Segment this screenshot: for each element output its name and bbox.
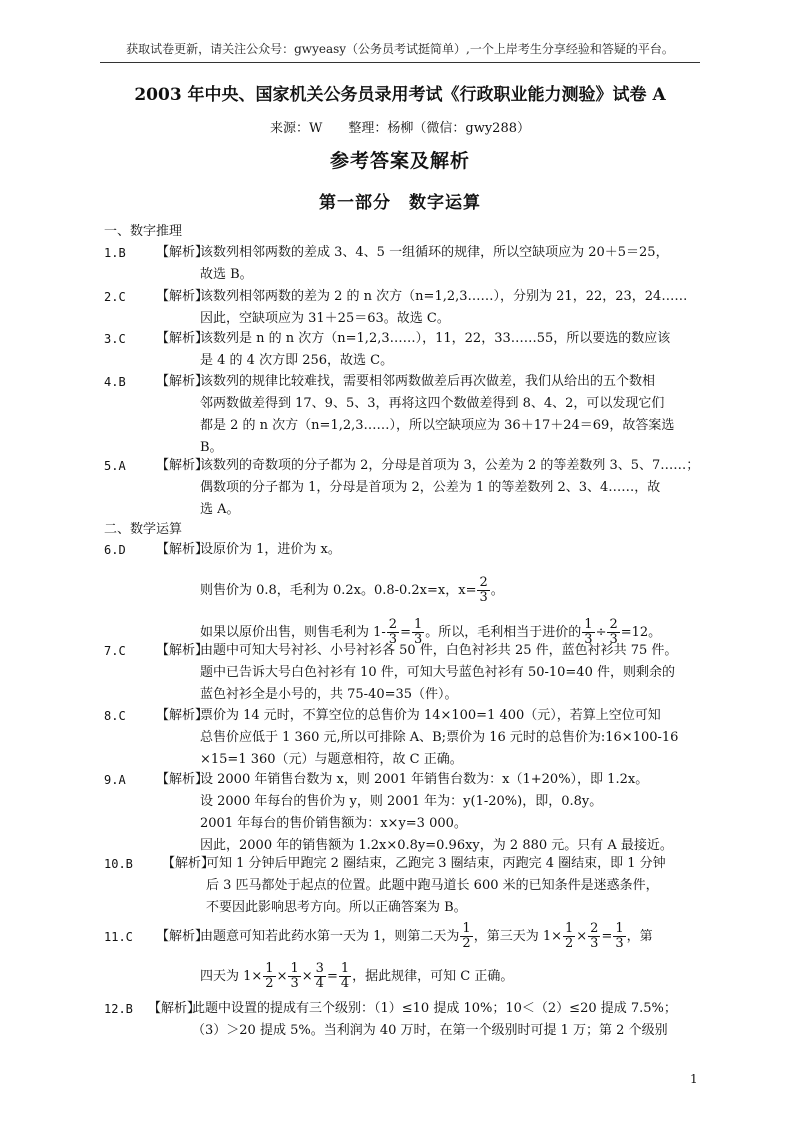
fraction — [460, 922, 472, 951]
question-line: 该数列相邻两数的差为 2 的 n 次方（n=1,2,3……），分别为 21，22，23，24…… — [200, 289, 688, 304]
text-run: 四天为 1× — [200, 969, 263, 984]
analysis-tag: 【解析】 — [156, 542, 209, 557]
analysis-tag: 【解析】 — [156, 331, 209, 346]
question-number: 10.B — [104, 857, 133, 871]
analysis-tag: 【解析】 — [148, 1001, 201, 1016]
fraction — [477, 576, 489, 605]
text-run: 。 — [490, 583, 504, 598]
fraction-denominator: 3 — [609, 632, 618, 647]
fraction-numerator: 1 — [413, 617, 423, 632]
question-line: 邻两数做差得到 17、9、5、3，再将这四个数做差得到 8、4、2，可以发现它们 — [200, 396, 665, 411]
question-number: 12.B — [104, 1002, 133, 1016]
text-run: = — [400, 625, 411, 640]
question-item — [104, 920, 698, 994]
question-line: 设原价为 1，进价为 x。 — [200, 542, 341, 557]
fraction-numerator: 2 — [609, 617, 618, 632]
fraction — [339, 962, 351, 991]
question-line: 该数列相邻两数的差成 3、4、5 一组循环的规律，所以空缺项应为 20＋5＝25， — [200, 245, 669, 260]
question-line: 票价为 14 元时，不算空位的总售价为 14×100=1 400（元），若算上空位可知 — [200, 708, 661, 723]
question-number: 9.A — [104, 773, 126, 787]
question-item — [104, 769, 698, 857]
fraction-numerator: 1 — [340, 961, 350, 976]
text-run: × — [301, 969, 313, 984]
question-number: 3.C — [104, 332, 126, 346]
fraction — [314, 962, 326, 991]
question-line — [200, 575, 698, 607]
analysis-tag: 【解析】 — [156, 289, 209, 304]
analysis-tag: 【解析】 — [156, 929, 209, 944]
question-number: 11.C — [104, 930, 133, 944]
text-run: × — [576, 929, 588, 944]
question-line — [200, 960, 698, 994]
source-line: 来源：W 整理：杨柳（微信：gwy288） — [270, 121, 530, 136]
fraction-denominator: 3 — [479, 590, 488, 605]
text-run: 。所以，毛利相当于进价的 — [425, 625, 582, 640]
analysis-tag: 【解析】 — [156, 245, 209, 260]
question-line: 可知 1 分钟后甲跑完 2 圈结束，乙跑完 3 圈结束，丙跑完 4 圈结束，即 1 分钟 — [206, 856, 666, 871]
text-run: ，第 — [626, 929, 653, 944]
section-heading-math-operations: 二、数学运算 — [104, 522, 183, 537]
fraction — [288, 962, 300, 991]
question-line: ×15=1 360（元）与题意相符，故 C 正确。 — [200, 752, 463, 767]
text-run: = — [601, 929, 613, 944]
question-line: 题中已告诉大号白色衬衫有 10 件，可知大号蓝色衬衫有 50-10=40 件，则剩余的 — [200, 665, 675, 680]
fraction-denominator: 4 — [315, 976, 324, 991]
question-line: （3）＞20 提成 5%。当利润为 40 万时，在第一个级别时可提 1 万；第 2 个级别 — [192, 1023, 668, 1038]
fraction-numerator: 2 — [388, 617, 398, 632]
fraction-numerator: 1 — [462, 921, 471, 936]
text-run: ÷ — [595, 625, 607, 640]
question-line: 该数列的奇数项的分子都为 2，分母是首项为 3，公差为 2 的等差数列 3、5、7……； — [200, 458, 700, 473]
question-item — [104, 455, 698, 521]
question-line: 选 A。 — [200, 502, 240, 517]
text-run: ，第三天为 1× — [473, 929, 562, 944]
question-item — [104, 371, 698, 459]
header-note: 获取试卷更新，请关注公众号：gwyeasy（公务员考试挺简单）,一个上岸考生分享经验和答疑的平台。 — [126, 42, 674, 56]
fraction-numerator: 3 — [315, 961, 324, 976]
analysis-tag: 【解析】 — [156, 708, 209, 723]
text-run: = — [326, 969, 338, 984]
fraction-denominator: 3 — [388, 632, 398, 647]
fraction-numerator: 1 — [290, 961, 299, 976]
text-run: 则售价为 0.8，毛利为 0.2x。0.8-0.2x=x，x= — [200, 583, 477, 598]
fraction — [263, 962, 275, 991]
fraction-denominator: 2 — [462, 936, 471, 951]
question-line: 设 2000 年每台的售价为 y，则 2001 年为：y(1-20%)，即，0.8y。 — [200, 794, 603, 809]
text-run: × — [276, 969, 288, 984]
question-item — [104, 242, 698, 286]
question-line: 偶数项的分子都为 1，分母是首项为 2，公差为 1 的等差数列 2、3、4……，故 — [200, 480, 661, 495]
document-title: 2003 年中央、国家机关公务员录用考试《行政职业能力测验》试卷 A — [134, 85, 666, 105]
fraction — [613, 922, 625, 951]
question-item — [104, 998, 698, 1042]
analysis-tag: 【解析】 — [156, 374, 209, 389]
fraction — [563, 922, 575, 951]
question-number: 8.C — [104, 709, 126, 723]
fraction-denominator: 2 — [265, 976, 274, 991]
question-line: 该数列是 n 的 n 次方（n=1,2,3……），11，22，33……55，所以要选的数应该 — [200, 331, 671, 346]
question-line: 故选 B。 — [200, 267, 253, 282]
fraction-denominator: 3 — [615, 936, 624, 951]
question-line: 都是 2 的 n 次方（n=1,2,3……），所以空缺项应为 36＋17＋24＝69，故答案选 — [200, 418, 675, 433]
part-title: 第一部分 数字运算 — [319, 193, 481, 213]
question-line: 不要因此影响思考方向。所以正确答案为 B。 — [206, 900, 467, 915]
text-run: 由题意可知若此药水第一天为 1，则第二天为 — [200, 929, 460, 944]
question-number: 5.A — [104, 459, 126, 473]
analysis-tag: 【解析】 — [162, 856, 215, 871]
fraction-denominator: 3 — [413, 632, 423, 647]
fraction-denominator: 3 — [584, 632, 593, 647]
question-number: 1.B — [104, 246, 126, 260]
question-line: 因此，2000 年的销售额为 1.2x×0.8y=0.96xy，为 2 880 元。只有 A 最接近。 — [200, 838, 673, 853]
section-heading-number-reasoning: 一、数字推理 — [104, 224, 183, 239]
question-line: 此题中设置的提成有三个级别：（1）≤10 提成 10%；10＜（2）≤20 提成 7.5%； — [192, 1001, 677, 1016]
answer-title: 参考答案及解析 — [329, 150, 470, 172]
question-line — [200, 920, 698, 954]
fraction-numerator: 2 — [590, 921, 599, 936]
question-item — [104, 705, 698, 771]
fraction-denominator: 4 — [340, 976, 350, 991]
question-line: 是 4 的 4 次方即 256，故选 C。 — [200, 353, 394, 368]
question-line: 该数列的规律比较难找，需要相邻两数做差后再次做差，我们从给出的五个数相 — [200, 374, 656, 389]
question-number: 6.D — [104, 543, 126, 557]
fraction-numerator: 1 — [584, 617, 593, 632]
question-item — [104, 853, 698, 919]
fraction-denominator: 3 — [590, 936, 599, 951]
fraction-denominator: 3 — [290, 976, 299, 991]
question-item — [104, 286, 698, 330]
question-line: 总售价应低于 1 360 元,所以可排除 A、B;票价为 16 元时的总售价为:16×100-16 — [200, 730, 679, 745]
analysis-tag: 【解析】 — [156, 458, 209, 473]
fraction-denominator: 2 — [564, 936, 574, 951]
question-line: 设 2000 年销售台数为 x，则 2001 年销售台数为：x（1+20%），即 1.2x。 — [200, 772, 649, 787]
fraction-numerator: 1 — [564, 921, 574, 936]
question-line: 因此，空缺项应为 31＋25＝63。故选 C。 — [200, 311, 450, 326]
header-rule — [100, 62, 700, 63]
question-number: 2.C — [104, 290, 126, 304]
question-line: 后 3 匹马都处于起点的位置。此题中跑马道长 600 米的已知条件是迷惑条件， — [206, 878, 659, 893]
text-run: 如果以原价出售，则售毛利为 1- — [200, 625, 386, 640]
fraction-numerator: 1 — [265, 961, 274, 976]
question-line: 蓝色衬衫全是小号的，共 75-40=35（件）。 — [200, 687, 458, 702]
question-line: 2001 年每台的售价销售额为：x×y=3 000。 — [200, 816, 467, 831]
question-line: B。 — [200, 440, 223, 455]
analysis-tag: 【解析】 — [156, 772, 209, 787]
analysis-tag: 【解析】 — [156, 643, 209, 658]
question-number: 7.C — [104, 644, 126, 658]
text-run: ，据此规律，可知 C 正确。 — [352, 969, 514, 984]
question-item — [104, 539, 698, 649]
question-number: 4.B — [104, 375, 126, 389]
fraction-numerator: 1 — [615, 921, 624, 936]
question-item — [104, 640, 698, 706]
page-number: 1 — [690, 1072, 698, 1086]
fraction — [588, 922, 600, 951]
fraction-numerator: 2 — [479, 575, 488, 590]
text-run: =12。 — [620, 625, 662, 640]
question-item — [104, 328, 698, 372]
question-line: 由题中可知大号衬衫、小号衬衫各 50 件，白色衬衫共 25 件，蓝色衬衫共 75 件。 — [200, 643, 678, 658]
